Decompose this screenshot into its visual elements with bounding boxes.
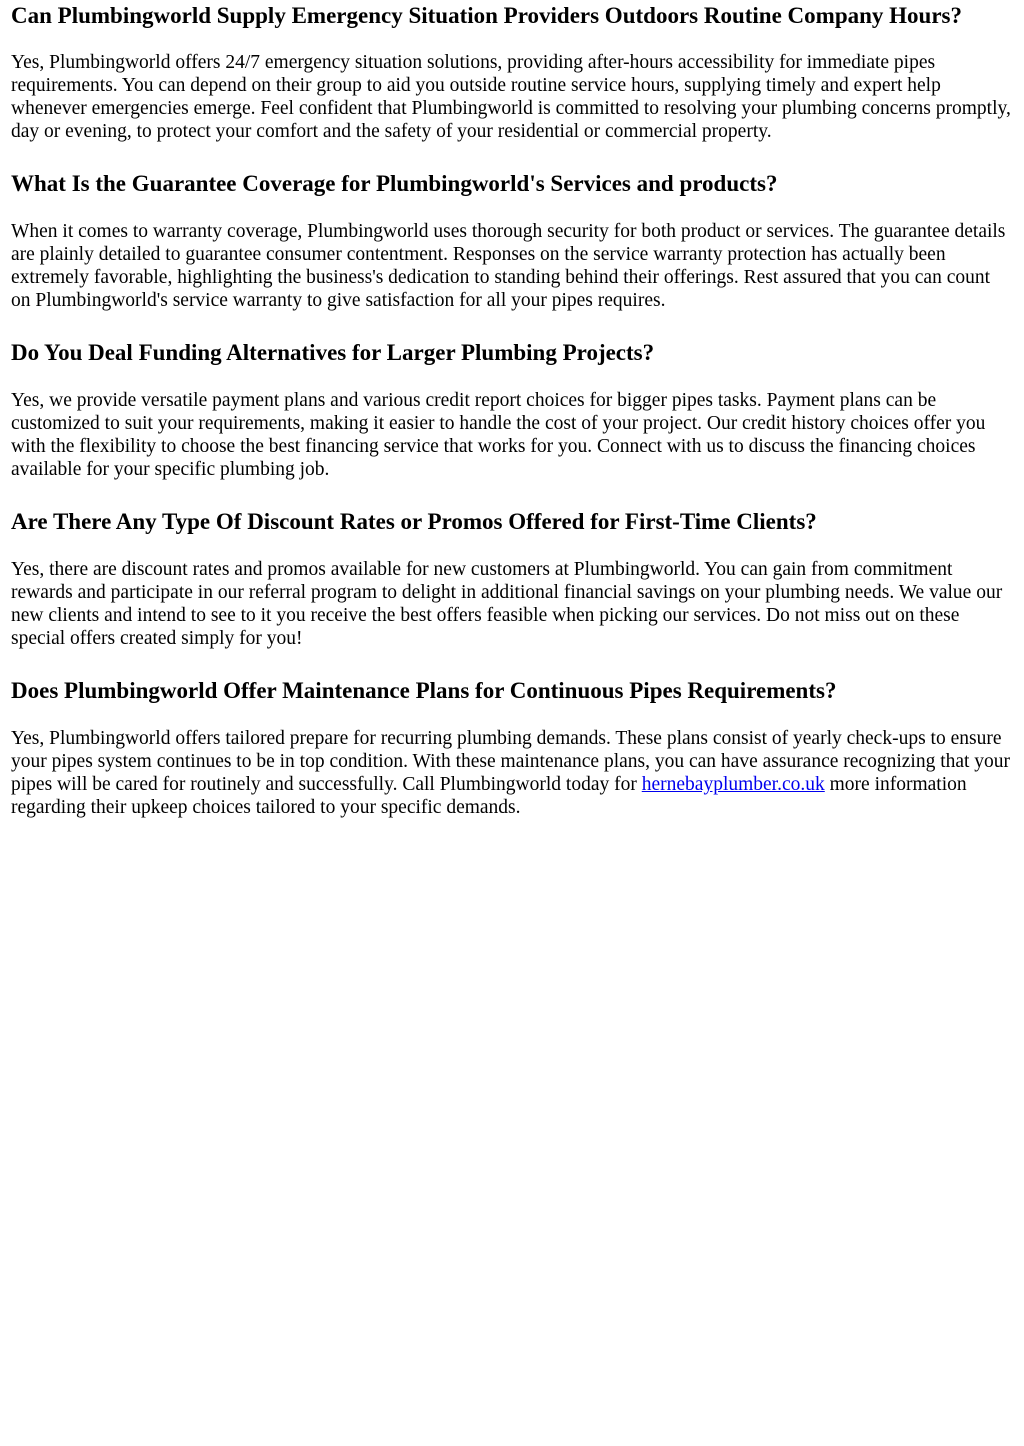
- section-heading: Does Plumbingworld Offer Maintenance Plans for Continuous Pipes Requirements?: [11, 678, 837, 703]
- section-body: Yes, there are discount rates and promos available for new customers at Plumbingworld. You can gain from commitment rewards and participate in our referral program to delight in additional financial savings on your plumbing needs. We value our new clients and intend to see to it you receive the best offers feasible when picking our services. Do not miss out on these special offers created simply for you!: [11, 559, 1003, 649]
- hernebayplumber-link[interactable]: hernebayplumber.co.uk: [641, 774, 825, 795]
- section-heading: Can Plumbingworld Supply Emergency Situation Providers Outdoors Routine Company Hours?: [11, 3, 962, 28]
- section-heading: Do You Deal Funding Alternatives for Larger Plumbing Projects?: [11, 340, 655, 365]
- faq-section-maintenance: [11, 677, 1012, 819]
- section-heading: Are There Any Type Of Discount Rates or Promos Offered for First-Time Clients?: [11, 509, 817, 534]
- faq-section-emergency: [11, 0, 1012, 143]
- body-text-after-link: more information regarding their upkeep choices tailored to your specific demands.: [11, 774, 967, 818]
- faq-section-warranty: [11, 170, 1012, 312]
- faq-section-financing: [11, 339, 1012, 481]
- faq-section-discounts: [11, 508, 1012, 650]
- section-body: When it comes to warranty coverage, Plumbingworld uses thorough security for both product or services. The guarantee details are plainly detailed to guarantee consumer contentment. Responses on the service warranty protection has actually been extremely favorable, highlighting the business's dedication to standing behind their offerings. Rest assured that you can count on Plumbingworld's service warranty to give satisfaction for all your pipes requires.: [11, 221, 1006, 311]
- section-body: [11, 727, 1012, 819]
- body-text-before-link: Yes, Plumbingworld offers tailored prepare for recurring plumbing demands. These plans consist of yearly check-ups to ensure your pipes system continues to be in top condition. With these maintenance plans, you can have assurance recognizing that your pipes will be cared for routinely and successfully. Call Plumbingworld today for: [11, 728, 1011, 795]
- section-heading: What Is the Guarantee Coverage for Plumbingworld's Services and products?: [11, 171, 778, 196]
- section-body: Yes, we provide versatile payment plans and various credit report choices for bigger pipes tasks. Payment plans can be customized to suit your requirements, making it easier to handle the cost of your project. Our credit history choices offer you with the flexibility to choose the best financing service that works for you. Connect with us to discuss the financing choices available for your specific plumbing job.: [11, 390, 986, 480]
- section-body: Yes, Plumbingworld offers 24/7 emergency situation solutions, providing after-hours accessibility for immediate pipes requirements. You can depend on their group to aid you outside routine service hours, supplying timely and expert help whenever emergencies emerge. Feel confident that Plumbingworld is committed to resolving your plumbing concerns promptly, day or evening, to protect your comfort and the safety of your residential or commercial property.: [11, 52, 1011, 142]
